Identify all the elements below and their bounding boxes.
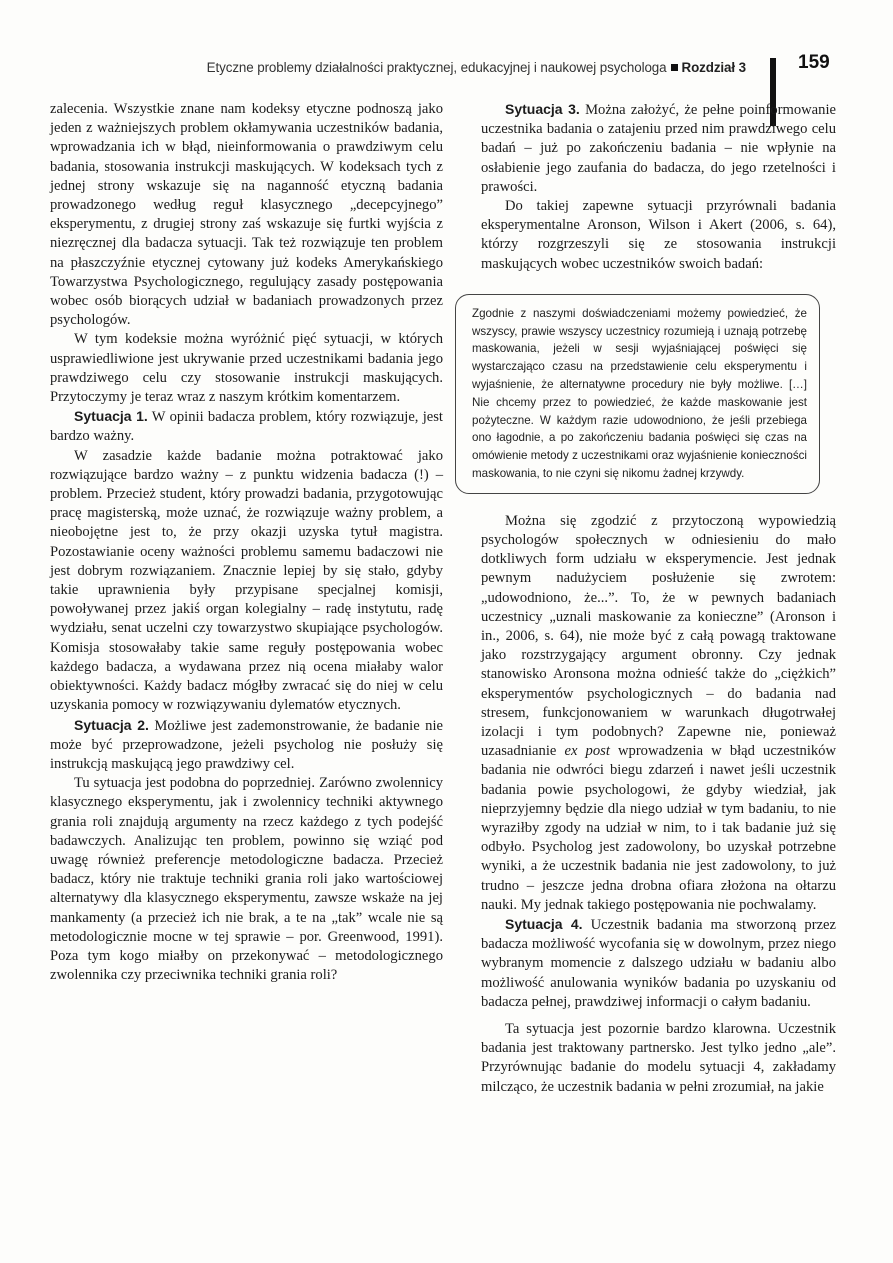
running-head-title: Etyczne problemy działalności praktycznej, edukacyjnej i naukowej psychologa — [206, 60, 667, 75]
situation-label: Sytuacja 4. — [505, 916, 583, 933]
paragraph-gap — [481, 1012, 836, 1020]
chapter-label: Rozdział 3 — [681, 60, 746, 75]
situation-text: Można założyć, że pełne poinformowanie uczestnika badania o zatajeniu przed nim prawdziwego celu badań – już po zakończeniu badania – nie wpłynie na osłabienie jego zaufania do badacza, do jego rzetelności i prawości. — [481, 102, 836, 195]
paragraph: W zasadzie każde badanie można potraktować jako rozwiązujące bardzo ważny – z punktu widzenia badacza (!) – problem. Przecież student, który prowadzi badania, przygotowując pracę magisterską, może uznać, że rozwiązuje ważny problem, a nieobojętne jest to, że przy okazji uzyska tytuł magistra. Pozostawianie oceny ważności problemu samemu badaczowi nie jest dobrym rozwiązaniem. Znacznie lepiej by się stało, gdyby takie uprawnienia były przypisane specjalnej komisji, powoływanej przez jakiś organ kolegialny – radę instytutu, radę wydziału, senat uczelni czy towarzystwo skupiające psychologów. Komisja stosowałaby takie same reguły postępowania wobec każdego badacza, a wydawana przez nią ocena miałaby walor obiektywności. Każdy badacz mógłby zwracać się do niej w celu uzyskania pomocy w rozwiązywaniu dylematów etycznych. — [50, 447, 443, 714]
page-header — [0, 50, 893, 80]
paragraph: zalecenia. Wszystkie znane nam kodeksy etyczne podnoszą jako jeden z ważniejszych problem okłamywania uczestników badania, wprowadzania ich w błąd, nieinformowania o prawdziwym celu badania, stosowania instrukcji maskujących. W kodeksach tych z jednej strony wskazuje się na naganność etyczną badania prowadzonego według reguł klasycznego „decepcyjnego” eksperymentu, z drugiej strony zaś wskazuje się furtki wyjścia z niezręcznej dla badacza sytuacji. Tak też rozwiązuje ten problem na płaszczyźnie etycznej cytowany już kodeks Amerykańskiego Towarzystwa Psychologicznego, regulujący zasady postępowania wobec osób biorących udział w badaniach prowadzonych przez psychologów. — [50, 101, 443, 329]
latin-term: ex post — [564, 743, 610, 760]
right-column — [472, 100, 837, 1097]
situation-text: W opinii badacza problem, który rozwiązuje, jest bardzo ważny. — [50, 409, 443, 445]
quote-text: Zgodnie z naszymi doświadczeniami możemy powiedzieć, że wszyscy, prawie wszyscy uczestnicy rozumieją i uznają potrzebę maskowania, jeżeli w sesji wyjaśniającej poświęci się wystarczająco czasu na przedstawienie celu eksperymentu i wyjaśnienie, że alternatywne procedury nie były możliwe. […] Nie chcemy przez to powiedzieć, że każde maskowanie jest pożyteczne. W każdym razie udowodniono, że jeśli przebiega ono łagodnie, a po zakończeniu badania poświęci się czas na omówienie metody z uczestnikami oraz wyjaśnienie konieczności maskowania, to nie czyni się nikomu żadnej krzywdy. — [472, 306, 807, 480]
situation-1 — [50, 407, 443, 446]
paragraph-part: Można się zgodzić z przytoczoną wypowiedzią psychologów społecznych w odniesieniu do mało dotkliwych form udziału w eksperymencie. Jest jednak pewnym nadużyciem posłużenie się zwrotem: „udowodniono, że...”. To, że w pewnych badaniach uczestnicy „uznali maskowanie za konieczne” (Aronson i in., 2006, s. 64), nie może być z całą powagą traktowane jako rozstrzygający argument obronny. Czy jednak stanowisko Aronsona można odnieść także do „ciężkich” eksperymentów psychologicznych – do badania nad stresem, funkcjonowaniem w warunkach długotrwałej izolacji i tym podobnych? Zapewne nie, ponieważ uzasadnianie — [481, 512, 836, 760]
paragraph — [481, 512, 836, 915]
page-number: 159 — [798, 52, 830, 73]
square-bullet-icon — [671, 64, 678, 71]
left-column — [50, 100, 443, 985]
running-head — [207, 60, 746, 75]
situation-text: Uczestnik badania ma stworzoną przez badacza możliwość wycofania się w dowolnym, przez niego wybranym momencie z dalszego udziału w badaniu albo możliwość anulowania wyników badania po uzyskaniu od badacza pełnej, prawdziwej informacji o całym badaniu. — [481, 917, 837, 1010]
paragraph: W tym kodeksie można wyróżnić pięć sytuacji, w których usprawiedliwione jest ukrywanie przed uczestnikami badania jego prawdziwego celu czy stosowanie instrukcji maskujących. Przytoczymy je teraz wraz z naszym krótkim komentarzem. — [50, 331, 443, 406]
paragraph-part: wprowadzenia w błąd uczestników badania nie odwróci biegu zdarzeń i nawet jeśli uczestnik badania powie psychologowi, że gdyby wiedział, jak nieprzyjemny będzie dla niego udział w tym badaniu, to nie wyraziłby zgody na udział w nim, to i tak badanie już się odbyło. Psycholog jest zadowolony, bo uzyskał potrzebne wyniki, a że uczestnik badania nie jest zadowolony, to już trudno – jeszcze jedna drobna ofiara złożona na ołtarzu nauki. My jednak takiego postępowania nie pochwalamy. — [481, 743, 837, 913]
situation-text: Możliwe jest zademonstrowanie, że badanie nie może być przeprowadzone, jeżeli psycholog nie posłuży się instrukcją maskującą jego prawdziwy cel. — [50, 717, 443, 772]
quote-box — [455, 294, 820, 494]
paragraph: Tu sytuacja jest podobna do poprzedniej. Zarówno zwolennicy klasycznego eksperymentu, jak i zwolennicy techniki aktywnego grania roli znajdują argumenty na rzecz każdego z tych podejść badawczych. Analizując ten problem, powinno się wziąć pod uwagę również preferencje metodologiczne badacza. Przecież badacz, który nie traktuje techniki grania roli jako wartościowej alternatywy dla klasycznego eksperymentu, zawsze wskaże na jej mankamenty (a przecież ich nie brak, a te na „tak” wcale nie są metodologicznie mocne w tej sprawie – por. Greenwood, 1991). Poza tym kogo miałby on przekonywać – metodologicznego zwolennika czy przeciwnika techniki grania roli? — [50, 775, 443, 984]
situation-3 — [481, 100, 836, 197]
situation-2 — [50, 716, 443, 775]
situation-4 — [481, 915, 836, 1012]
paragraph: Do takiej zapewne sytuacji przyrównali badania eksperymentalne Aronson, Wilson i Akert (2006, s. 64), którzy rozgrzeszyli się ze stosowania instrukcji maskujących wobec uczestników swoich badań: — [481, 198, 836, 272]
situation-label: Sytuacja 2. — [74, 716, 149, 733]
situation-label: Sytuacja 3. — [505, 101, 580, 117]
situation-label: Sytuacja 1. — [74, 408, 148, 425]
paragraph: Ta sytuacja jest pozornie bardzo klarowna. Uczestnik badania jest traktowany partnersko. Jest tylko jedno „ale”. Przyrównując badanie do modelu sytuacji 4, zakładamy milcząco, że uczestnik badania w pełni zrozumiał, na jakie — [481, 1021, 836, 1095]
